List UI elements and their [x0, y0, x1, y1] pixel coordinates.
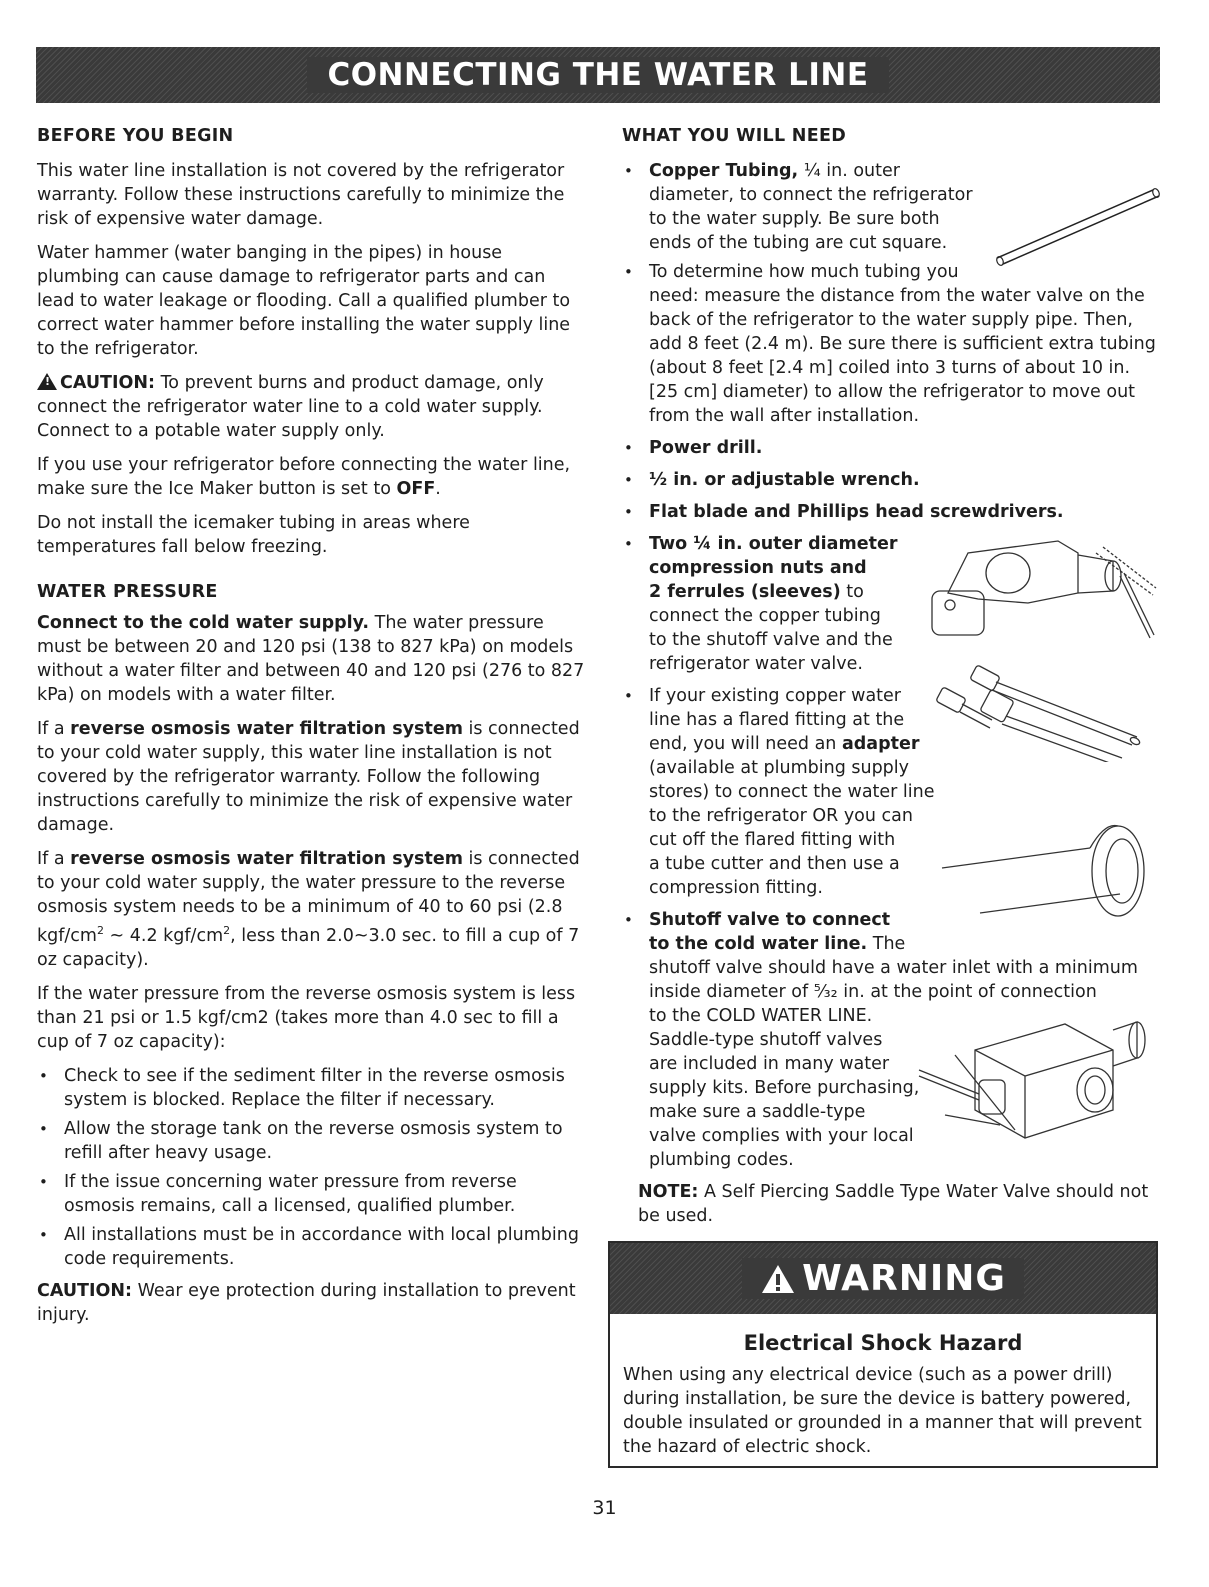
page-title: CONNECTING THE WATER LINE	[307, 57, 888, 93]
caution-label: CAUTION:	[60, 373, 156, 393]
compression-fittings-illustration	[932, 662, 1147, 762]
before-you-begin-heading: BEFORE YOU BEGIN	[37, 126, 234, 146]
flared-4: (available at plumbing supply	[649, 758, 910, 778]
before-paragraph-1: This water line installation is not covered by the refrigerator warranty. Follow these instructions carefully to minimize the risk of expensive water damage.	[37, 161, 565, 229]
icemaker-period: .	[435, 479, 441, 499]
icemaker-text: If you use your refrigerator before connecting the water line, make sure the Ice Maker button is set to	[37, 455, 571, 499]
list-item-wrench	[622, 468, 1162, 492]
caution-text: To prevent burns and product damage, only connect the refrigerator water line to a cold water supply. Connect to a potable water supply only.	[37, 373, 544, 441]
copper-tubing-illustration	[985, 180, 1170, 270]
pressure-paragraph	[37, 611, 585, 707]
warning-title-wrap	[742, 1258, 1024, 1299]
power-drill-illustration	[928, 533, 1158, 653]
shutoff-text-8: make sure a saddle-type	[649, 1102, 866, 1122]
note-paragraph	[622, 1180, 1162, 1228]
list-item-determine	[622, 260, 1162, 428]
shutoff-text-2: shutoff valve should have a water inlet with a minimum	[649, 958, 1138, 978]
page-number: 31	[592, 1497, 617, 1519]
caution2-label: CAUTION:	[37, 1280, 133, 1301]
what-you-need-heading: WHAT YOU WILL NEED	[622, 126, 847, 146]
shutoff-text-1: The	[867, 934, 906, 954]
list-item: • If the issue concerning water pressure from reverse osmosis remains, call a licensed, qualified plumber.	[37, 1170, 585, 1218]
ro2-bold: reverse osmosis water filtration system	[70, 849, 463, 869]
warning-header	[610, 1243, 1156, 1314]
ro-bullet-list	[37, 1064, 585, 1271]
copper-text-2: diameter, to connect the refrigerator	[649, 185, 973, 205]
icemaker-off-label: OFF	[396, 479, 436, 499]
shutoff-text-9: valve complies with your local	[649, 1126, 914, 1146]
flared-3a: end, you will need an	[649, 734, 842, 754]
flared-2: line has a flared fitting at the	[649, 710, 905, 730]
warning-subtitle: Electrical Shock Hazard	[743, 1331, 1023, 1355]
wrench-label: ½ in. or adjustable wrench.	[649, 470, 920, 490]
flared-1: If your existing copper water	[649, 686, 902, 706]
flared-8: a tube cutter and then use a	[649, 854, 900, 874]
ro2-c: ~ 4.2 kgf/cm	[103, 925, 224, 946]
before-paragraph-2: Water hammer (water banging in the pipes) in house plumbing can cause damage to refrigerator parts and can lead to water leakage or flooding. Call a qualified plumber to correct water hammer before installing the water supply line to the refrigerator.	[37, 243, 571, 359]
ro2-b: is connected to your cold water supply, the water pressure to the reverse osmosis system needs to be a minimum of 40 to 60 psi (2.8 kgf/cm	[37, 849, 580, 946]
flared-3b: adapter	[841, 734, 920, 754]
shutoff-text-7: supply kits. Before purchasing,	[649, 1078, 920, 1098]
list-item-screwdrivers	[622, 500, 1162, 524]
screwdrivers-label: Flat blade and Phillips head screwdrivers.	[649, 502, 1064, 522]
list-item: • Allow the storage tank on the reverse osmosis system to refill after heavy usage.	[37, 1117, 585, 1165]
ro1-a: If a	[37, 719, 71, 739]
ro2-sup2: 2	[223, 924, 231, 937]
copper-bold: Copper Tubing,	[649, 161, 799, 181]
ro-paragraph-3: If the water pressure from the reverse osmosis system is less than 21 psi or 1.5 kgf/cm2 (takes more than 4.0 sec to fill a cup of 7 oz capacity):	[37, 983, 576, 1052]
pressure-bold: Connect to the cold water supply.	[37, 613, 370, 633]
note-label: NOTE:	[638, 1182, 699, 1202]
nuts-text-4: refrigerator water valve.	[649, 654, 863, 674]
determine-2: need: measure the distance from the water valve on the back of the refrigerator to the water supply pipe. Then, add 8 feet (2.4 m). Be sure there is sufficient extra tubing (about 8 feet [2.4 m] coiled into 3 turns of about 10 in. [25 cm] diameter) to allow the refrigerator to move out from the wall after installation.	[649, 286, 1156, 426]
shutoff-bold-2: to the cold water line.	[649, 934, 868, 954]
water-pressure-heading: WATER PRESSURE	[37, 582, 218, 602]
shutoff-text-10: plumbing codes.	[649, 1150, 794, 1170]
drill-label: Power drill.	[649, 438, 763, 458]
warning-triangle-icon	[760, 1263, 796, 1295]
shutoff-text-6: are included in many water	[649, 1054, 890, 1074]
list-item-drill	[622, 436, 1162, 460]
ro-paragraph-2	[37, 847, 585, 972]
copper-text-1: in. outer	[820, 161, 900, 181]
list-item: • Check to see if the sediment filter in the reverse osmosis system is blocked. Replace the filter if necessary.	[37, 1064, 585, 1112]
warning-title: WARNING	[802, 1258, 1006, 1299]
flared-7: cut off the flared fitting with	[649, 830, 896, 850]
warning-text: When using any electrical device (such as a power drill) during installation, be sure the device is battery powered, double insulated or grounded in a manner that will prevent the hazard of electric shock.	[623, 1365, 1142, 1457]
caution-paragraph	[37, 371, 585, 443]
ro2-a: If a	[37, 849, 71, 869]
flared-5: stores) to connect the water line	[649, 782, 935, 802]
warning-triangle-icon	[37, 373, 57, 390]
shutoff-frac: ⁵⁄₃₂	[813, 982, 838, 1002]
shutoff-text-4: to the COLD WATER LINE.	[649, 1006, 873, 1026]
left-column	[37, 125, 585, 1337]
pressure-text: The water pressure must be between 20 and 120 psi (138 to 827 kPa) on models without a water filter and between 40 and 120 psi (276 to 827 kPa) on models with a water filter.	[37, 613, 585, 705]
nuts-text-3: to the shutoff valve and the	[649, 630, 893, 650]
caution-eye-paragraph	[37, 1279, 585, 1327]
saddle-valve-illustration	[915, 1010, 1160, 1145]
ro1-bold: reverse osmosis water filtration system	[70, 719, 463, 739]
freezing-paragraph: Do not install the icemaker tubing in areas where temperatures fall below freezing.	[37, 513, 470, 557]
copper-text-3: to the water supply. Be sure both	[649, 209, 940, 229]
shutoff-bold-1: Shutoff valve to connect	[649, 910, 891, 930]
warning-box	[608, 1241, 1158, 1468]
note-text: A Self Piercing Saddle Type Water Valve should not be used.	[638, 1182, 1149, 1226]
icemaker-paragraph	[37, 453, 585, 501]
list-item: • All installations must be in accordance with local plumbing code requirements.	[37, 1223, 585, 1271]
caution2-text: Wear eye protection during installation to prevent injury.	[37, 1280, 576, 1325]
flared-tube-illustration	[940, 808, 1155, 923]
ro1-b: is connected to your cold water supply, this water line installation is not covered by the refrigerator warranty. Follow the following instructions carefully to minimize the risk of expensive water damage.	[37, 719, 580, 835]
nuts-text-2: connect the copper tubing	[649, 606, 881, 626]
determine-1: To determine how much tubing you	[649, 262, 959, 282]
nuts-text-1: to	[840, 582, 864, 602]
shutoff-text-3a: inside diameter of	[649, 982, 814, 1002]
nuts-bold-1: Two ¼ in. outer diameter	[649, 534, 898, 554]
nuts-bold-3: 2 ferrules (sleeves)	[649, 582, 841, 602]
flared-6: to the refrigerator OR you can	[649, 806, 913, 826]
nuts-bold-2: compression nuts and	[649, 558, 867, 578]
ro2-sup1: 2	[96, 924, 104, 937]
copper-frac: ¼	[798, 161, 821, 181]
shutoff-text-5: Saddle-type shutoff valves	[649, 1030, 883, 1050]
copper-text-4: ends of the tubing are cut square.	[649, 233, 948, 253]
ro2-d: , less than 2.0~3.0 sec. to fill a cup of 7 oz capacity).	[37, 925, 580, 970]
shutoff-text-3b: in. at the point of connection	[837, 982, 1097, 1002]
ro-paragraph-1	[37, 717, 585, 837]
section-title-bar	[36, 47, 1160, 103]
flared-9: compression fitting.	[649, 878, 823, 898]
